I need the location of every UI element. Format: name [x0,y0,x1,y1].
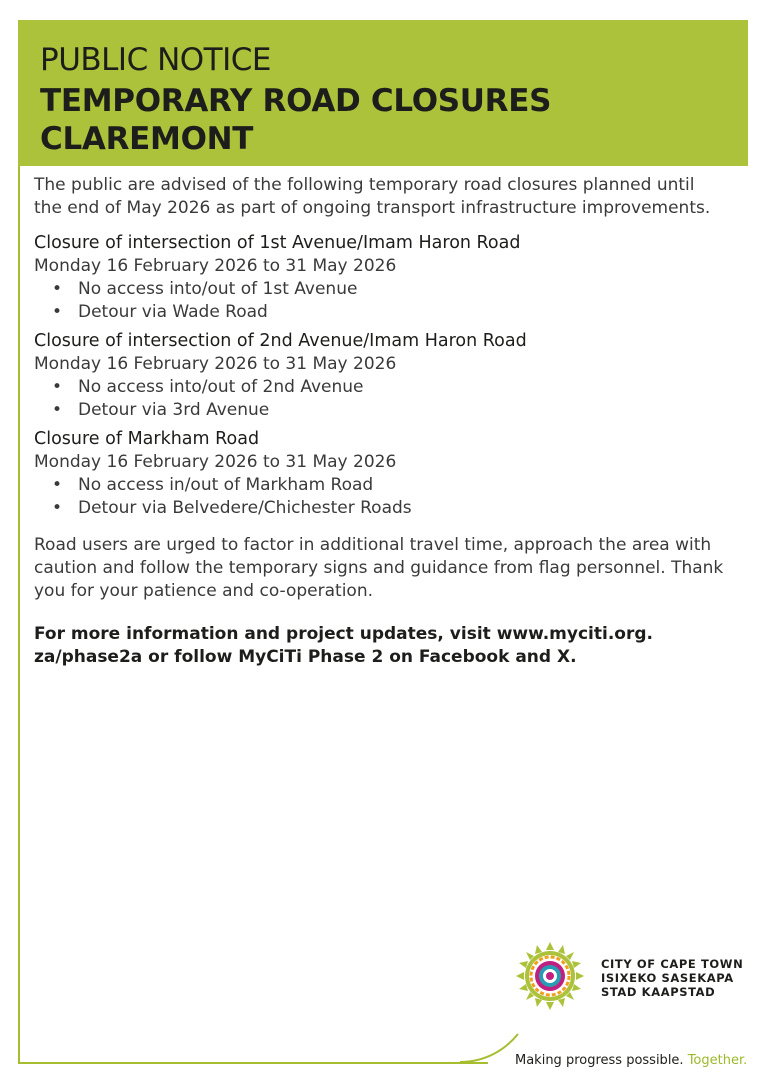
intro-paragraph: The public are advised of the following temporary road closures planned until the end of May 2026 as part of ongoing transport infrastructure improvements. [34,175,711,218]
notice-title-line-1: TEMPORARY ROAD CLOSURES [40,83,552,119]
closure-date: Monday 16 February 2026 to 31 May 2026 [34,452,397,472]
closure-section-3 [34,428,724,520]
tagline-main: Making progress possible. [515,1053,684,1068]
closure-title: Closure of intersection of 1st Avenue/Imam Haron Road [34,233,521,253]
frame-bottom-rule [18,1062,488,1064]
closure-date: Monday 16 February 2026 to 31 May 2026 [34,256,397,276]
notice-body [34,174,724,669]
frame-curve [460,1032,520,1066]
tagline-accent: Together. [687,1053,748,1068]
list-item: • Detour via Belvedere/Chichester Roads [78,497,724,520]
notice-title-line-2: CLAREMONT [40,121,254,157]
list-item: • No access into/out of 1st Avenue [78,278,724,301]
closure-date: Monday 16 February 2026 to 31 May 2026 [34,354,397,374]
notice-pre-title: PUBLIC NOTICE [40,42,271,78]
closure-section-1 [34,232,724,324]
tagline [515,1053,747,1068]
list-item: • Detour via Wade Road [78,301,724,324]
list-item: • No access into/out of 2nd Avenue [78,376,724,399]
city-name-afrikaans: STAD KAAPSTAD [601,985,716,999]
closure-list [34,376,724,422]
city-name-block [601,957,743,999]
closure-list [34,474,724,520]
city-name-xhosa: ISIXEKO SASEKAPA [601,971,734,985]
more-info-paragraph: For more information and project updates, visit www.myciti.org. za/phase2a or follow MyCiTi Phase 2 on Facebook and X. [34,624,653,667]
notice-header [18,20,748,166]
closure-title: Closure of intersection of 2nd Avenue/Imam Haron Road [34,331,527,351]
city-of-cape-town-logo-icon [516,942,584,1010]
closure-list [34,278,724,324]
closing-paragraph: Road users are urged to factor in additional travel time, approach the area with caution and follow the temporary signs and guidance from flag personnel. Thank you for your patience and co-operation. [34,535,724,601]
closure-section-2 [34,330,724,422]
city-name-english: CITY OF CAPE TOWN [601,957,744,971]
frame-left-rule [18,20,20,1064]
closure-title: Closure of Markham Road [34,429,260,449]
list-item: • No access in/out of Markham Road [78,474,724,497]
list-item: • Detour via 3rd Avenue [78,399,724,422]
notice-title [40,82,551,158]
